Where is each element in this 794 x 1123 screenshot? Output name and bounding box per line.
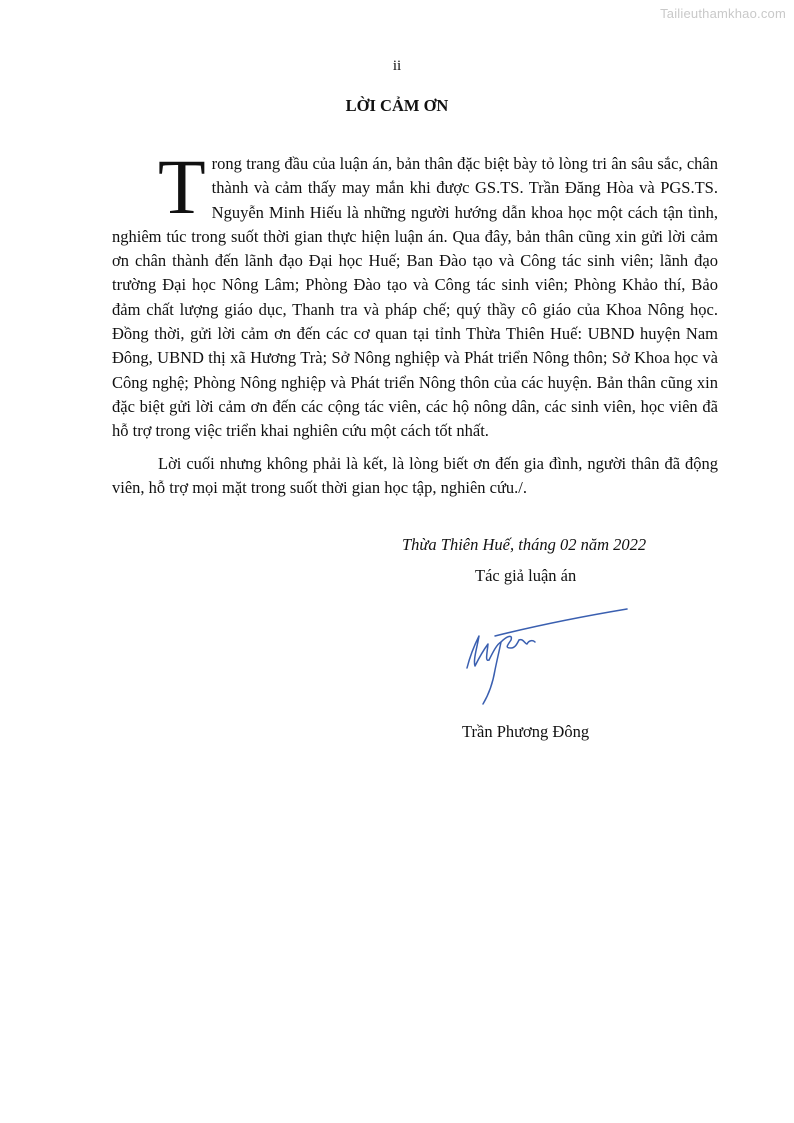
body-text [112,143,718,500]
author-name: Trần Phương Đông [462,722,590,741]
drop-cap: T [158,143,206,230]
page-number: ii [392,58,402,74]
place-date: Thừa Thiên Huế, tháng 02 năm 2022 [402,535,647,554]
paragraph-1 [112,143,718,444]
paragraph-1-text: rong trang đầu của luận án, bản thân đặc biệt bày tỏ lòng tri ân sâu sắc, chân thành và cảm thấy may mắn khi được GS.TS. Trần Đăng Hòa và PGS.TS. Nguyễn Minh Hiếu là những người hướng dẫn khoa học một cách tận tình, nghiêm túc trong suốt thời gian thực hiện luận án. Qua đây, bản thân cũng xin gửi lời cảm ơn chân thành đến lãnh đạo Đại học Huế; Ban Đào tạo và Công tác sinh viên; lãnh đạo trường Đại học Nông Lâm; Phòng Đào tạo và Công tác sinh viên; Phòng Khảo thí, Bảo đảm chất lượng giáo dục, Thanh tra và pháp chế; quý thầy cô giáo của Khoa Nông học. Đồng thời, gửi lời cảm ơn đến các cơ quan tại tỉnh Thừa Thiên Huế: UBND huyện Nam Đông, UBND thị xã Hương Trà; Sở Nông nghiệp và Phát triển Nông thôn; Sở Khoa học và Công nghệ; Phòng Nông nghiệp và Phát triển Nông thôn của các huyện. Bản thân cũng xin đặc biệt gửi lời cảm ơn đến các cộng tác viên, các hộ nông dân, các sinh viên, học viên đã hỗ trợ trong việc triển khai nghiên cứu một cách tốt nhất. [112,154,718,441]
signature-strokes [467,609,627,704]
author-role: Tác giả luận án [475,566,577,585]
watermark: Tailieuthamkhao.com [660,6,786,21]
paragraph-2: Lời cuối nhưng không phải là kết, là lòng biết ơn đến gia đình, người thân đã động viên, hỗ trợ mọi mặt trong suốt thời gian học tập, nghiên cứu./. [112,453,718,497]
page-title: LỜI CẢM ƠN [345,96,449,115]
signature-image [455,600,635,715]
